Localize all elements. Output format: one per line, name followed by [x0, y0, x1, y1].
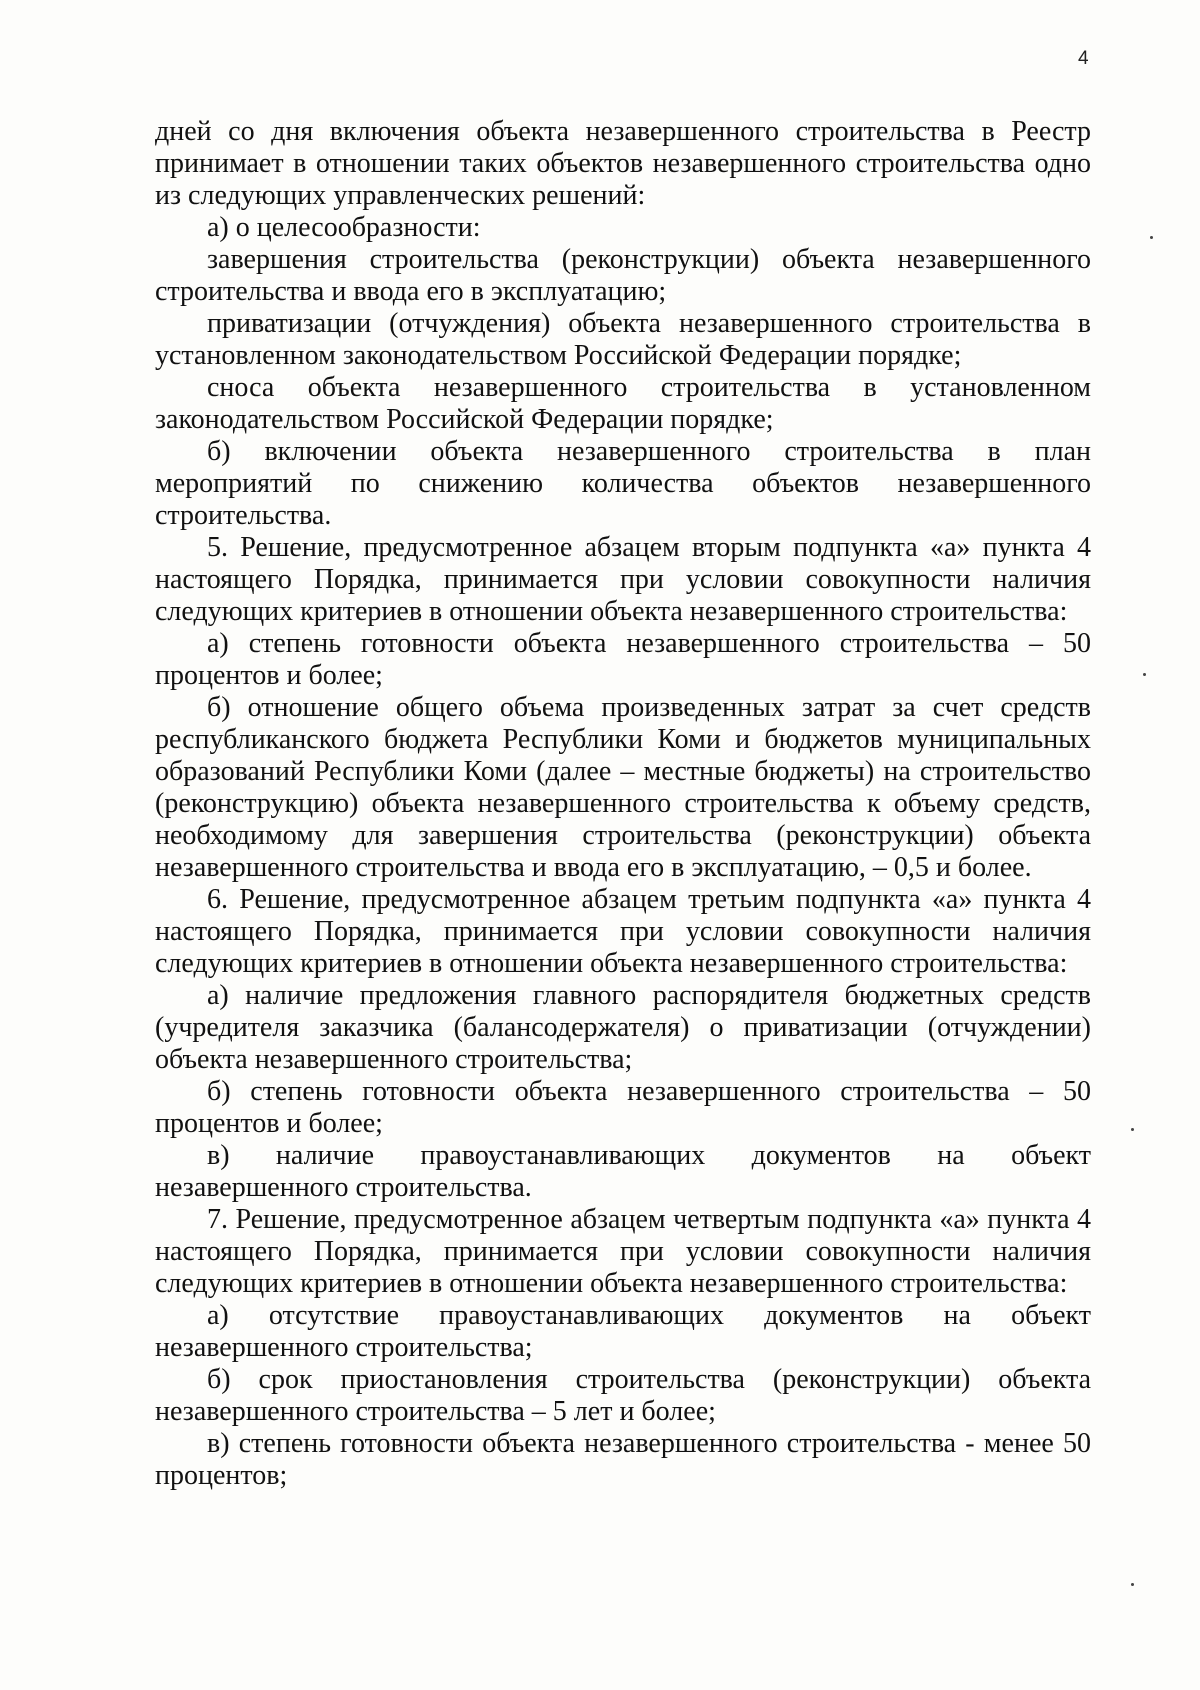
paragraph-13: 7. Решение, предусмотренное абзацем четвертым подпункта «а» пункта 4 настоящего Порядка, принимается при условии совокупности наличия следующих критериев в отношении объекта незавершенного строительства: — [155, 1204, 1091, 1299]
paragraph-9: 6. Решение, предусмотренное абзацем третьим подпункта «а» пункта 4 настоящего Порядка, принимается при условии совокупности наличия следующих критериев в отношении объекта незавершенного строительства: — [155, 884, 1091, 979]
paragraph-10: а) наличие предложения главного распорядителя бюджетных средств (учредителя заказчика (балансодержателя) о приватизации (отчуждении) объекта незавершенного строительства; — [155, 980, 1091, 1075]
paragraph-16: в) степень готовности объекта незавершенного строительства - менее 50 процентов; — [155, 1428, 1091, 1491]
scan-speck — [1143, 673, 1146, 676]
paragraph-7: а) степень готовности объекта незавершенного строительства – 50 процентов и более; — [155, 628, 1091, 691]
document-body — [155, 116, 1091, 1492]
paragraph-3: приватизации (отчуждения) объекта незавершенного строительства в установленном законодательством Российской Федерации порядке; — [155, 308, 1091, 371]
paragraph-2: завершения строительства (реконструкции) объекта незавершенного строительства и ввода его в эксплуатацию; — [155, 244, 1091, 307]
paragraph-1: а) о целесообразности: — [207, 212, 481, 243]
paragraph-12: в) наличие правоустанавливающих документов на объект незавершенного строительства. — [155, 1140, 1091, 1203]
scan-speck — [1131, 1128, 1134, 1131]
page-number: 4 — [1078, 48, 1089, 69]
paragraph-8: б) отношение общего объема произведенных затрат за счет средств республиканского бюджета Республики Коми и бюджетов муниципальных образований Республики Коми (далее – местные бюджеты) на строительство (реконструкцию) объекта незавершенного строительства к объему средств, необходимому для завершения строительства (реконструкции) объекта незавершенного строительства и ввода его в эксплуатацию, – 0,5 и более. — [155, 692, 1091, 883]
paragraph-0: дней со дня включения объекта незавершенного строительства в Реестр принимает в отношении таких объектов незавершенного строительства одно из следующих управленческих решений: — [155, 116, 1091, 211]
paragraph-4: сноса объекта незавершенного строительства в установленном законодательством Российской Федерации порядке; — [155, 372, 1091, 435]
paragraph-14: а) отсутствие правоустанавливающих документов на объект незавершенного строительства; — [155, 1300, 1091, 1363]
paragraph-11: б) степень готовности объекта незавершенного строительства – 50 процентов и более; — [155, 1076, 1091, 1139]
scan-speck — [1131, 1583, 1134, 1586]
paragraph-5: б) включении объекта незавершенного строительства в план мероприятий по снижению количества объектов незавершенного строительства. — [155, 436, 1091, 531]
paragraph-15: б) срок приостановления строительства (реконструкции) объекта незавершенного строительства – 5 лет и более; — [155, 1364, 1091, 1427]
paragraph-6: 5. Решение, предусмотренное абзацем вторым подпункта «а» пункта 4 настоящего Порядка, принимается при условии совокупности наличия следующих критериев в отношении объекта незавершенного строительства: — [155, 532, 1091, 627]
scan-speck — [1150, 236, 1153, 239]
